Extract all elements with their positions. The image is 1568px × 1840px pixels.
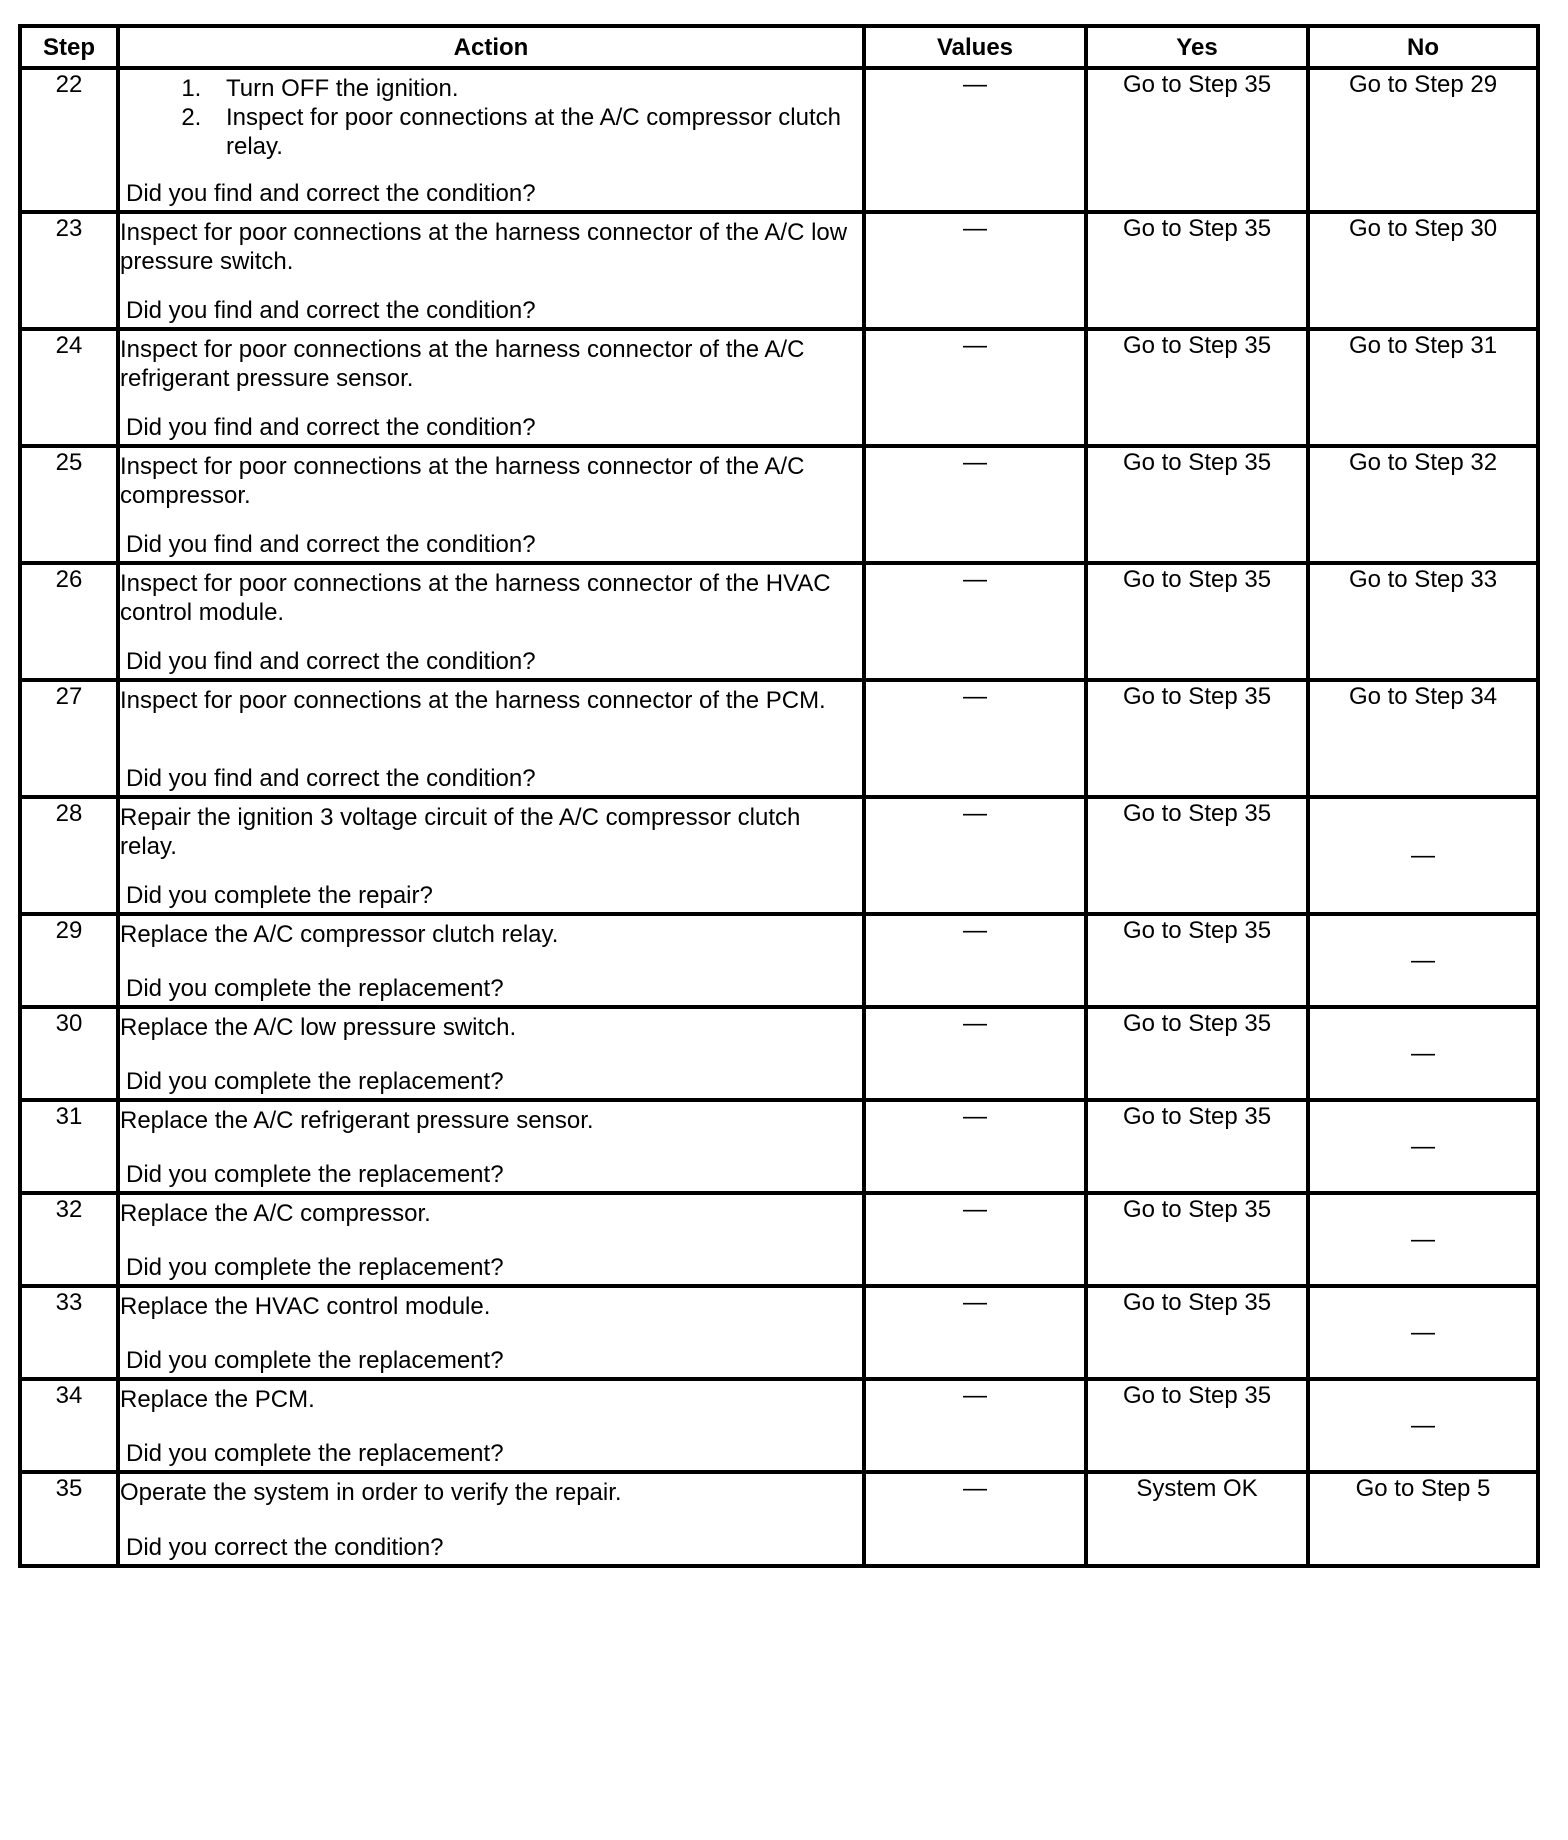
values-cell: — bbox=[864, 446, 1086, 563]
no-cell: Go to Step 31 bbox=[1308, 329, 1538, 446]
step-number: 22 bbox=[20, 68, 118, 212]
action-text: Inspect for poor connections at the harness connector of the HVAC control module. bbox=[120, 570, 831, 626]
table-row bbox=[20, 68, 1538, 212]
table-row bbox=[20, 797, 1538, 914]
yes-cell: Go to Step 35 bbox=[1086, 329, 1308, 446]
action-steps-list bbox=[120, 74, 862, 161]
no-cell: Go to Step 32 bbox=[1308, 446, 1538, 563]
action-cell bbox=[118, 1286, 864, 1379]
action-question: Did you complete the replacement? bbox=[126, 1440, 504, 1467]
no-cell: Go to Step 30 bbox=[1308, 212, 1538, 329]
action-question: Did you complete the replacement? bbox=[126, 975, 504, 1002]
action-cell bbox=[118, 563, 864, 680]
action-text: Replace the HVAC control module. bbox=[120, 1293, 491, 1320]
step-number: 30 bbox=[20, 1007, 118, 1100]
action-text: Inspect for poor connections at the harness connector of the A/C refrigerant pressure sensor. bbox=[120, 336, 805, 392]
yes-cell: Go to Step 35 bbox=[1086, 1379, 1308, 1472]
values-cell: — bbox=[864, 563, 1086, 680]
values-cell: — bbox=[864, 797, 1086, 914]
table-row bbox=[20, 1379, 1538, 1472]
values-cell: — bbox=[864, 212, 1086, 329]
no-cell: — bbox=[1308, 1193, 1538, 1286]
action-question: Did you complete the replacement? bbox=[126, 1068, 504, 1095]
action-cell bbox=[118, 797, 864, 914]
table-row bbox=[20, 1100, 1538, 1193]
yes-cell: Go to Step 35 bbox=[1086, 563, 1308, 680]
action-cell bbox=[118, 68, 864, 212]
table-row bbox=[20, 212, 1538, 329]
step-number: 33 bbox=[20, 1286, 118, 1379]
action-text: Operate the system in order to verify the repair. bbox=[120, 1479, 622, 1506]
action-question: Did you complete the replacement? bbox=[126, 1254, 504, 1281]
table-row bbox=[20, 1193, 1538, 1286]
step-number: 34 bbox=[20, 1379, 118, 1472]
action-cell bbox=[118, 1193, 864, 1286]
table-row bbox=[20, 1286, 1538, 1379]
yes-cell: Go to Step 35 bbox=[1086, 1007, 1308, 1100]
action-cell bbox=[118, 680, 864, 797]
action-cell bbox=[118, 1007, 864, 1100]
action-question: Did you complete the replacement? bbox=[126, 1161, 504, 1188]
values-cell: — bbox=[864, 1100, 1086, 1193]
header-values: Values bbox=[864, 26, 1086, 68]
action-text: Inspect for poor connections at the harness connector of the A/C compressor. bbox=[120, 453, 805, 509]
action-step-item: 2. Inspect for poor connections at the A/C compressor clutch relay. bbox=[208, 103, 862, 161]
action-text: Replace the A/C low pressure switch. bbox=[120, 1014, 517, 1041]
header-step: Step bbox=[20, 26, 118, 68]
step-number: 26 bbox=[20, 563, 118, 680]
step-number: 29 bbox=[20, 914, 118, 1007]
action-cell bbox=[118, 1379, 864, 1472]
table-row bbox=[20, 914, 1538, 1007]
no-cell: Go to Step 29 bbox=[1308, 68, 1538, 212]
action-question: Did you find and correct the condition? bbox=[126, 297, 536, 324]
header-no: No bbox=[1308, 26, 1538, 68]
step-number: 24 bbox=[20, 329, 118, 446]
action-question: Did you find and correct the condition? bbox=[126, 765, 536, 792]
header-yes: Yes bbox=[1086, 26, 1308, 68]
action-text: Repair the ignition 3 voltage circuit of the A/C compressor clutch relay. bbox=[120, 804, 801, 860]
action-text bbox=[120, 70, 862, 161]
yes-cell: Go to Step 35 bbox=[1086, 797, 1308, 914]
action-text: Inspect for poor connections at the harness connector of the A/C low pressure switch. bbox=[120, 219, 848, 275]
yes-cell: Go to Step 35 bbox=[1086, 68, 1308, 212]
action-cell bbox=[118, 329, 864, 446]
action-question: Did you correct the condition? bbox=[126, 1534, 444, 1561]
no-cell: — bbox=[1308, 914, 1538, 1007]
values-cell: — bbox=[864, 1472, 1086, 1566]
values-cell: — bbox=[864, 914, 1086, 1007]
table-row bbox=[20, 446, 1538, 563]
action-question: Did you find and correct the condition? bbox=[126, 531, 536, 558]
action-text: Replace the A/C compressor. bbox=[120, 1200, 431, 1227]
step-number: 28 bbox=[20, 797, 118, 914]
yes-cell: System OK bbox=[1086, 1472, 1308, 1566]
values-cell: — bbox=[864, 1286, 1086, 1379]
action-cell bbox=[118, 212, 864, 329]
table-row bbox=[20, 329, 1538, 446]
values-cell: — bbox=[864, 329, 1086, 446]
step-number: 25 bbox=[20, 446, 118, 563]
values-cell: — bbox=[864, 1193, 1086, 1286]
action-cell bbox=[118, 914, 864, 1007]
header-row bbox=[20, 26, 1538, 68]
yes-cell: Go to Step 35 bbox=[1086, 1193, 1308, 1286]
action-text: Replace the A/C refrigerant pressure sensor. bbox=[120, 1107, 594, 1134]
table-row bbox=[20, 680, 1538, 797]
action-question: Did you find and correct the condition? bbox=[126, 180, 536, 207]
values-cell: — bbox=[864, 680, 1086, 797]
table-row bbox=[20, 1007, 1538, 1100]
action-question: Did you find and correct the condition? bbox=[126, 648, 536, 675]
action-question: Did you complete the replacement? bbox=[126, 1347, 504, 1374]
action-cell bbox=[118, 446, 864, 563]
no-cell: — bbox=[1308, 1007, 1538, 1100]
step-number: 27 bbox=[20, 680, 118, 797]
procedure-table bbox=[18, 24, 1540, 1568]
no-cell: — bbox=[1308, 797, 1538, 914]
header-action: Action bbox=[118, 26, 864, 68]
action-cell bbox=[118, 1100, 864, 1193]
action-text: Replace the PCM. bbox=[120, 1386, 315, 1413]
yes-cell: Go to Step 35 bbox=[1086, 680, 1308, 797]
yes-cell: Go to Step 35 bbox=[1086, 446, 1308, 563]
action-cell bbox=[118, 1472, 864, 1566]
table-row bbox=[20, 563, 1538, 680]
no-cell: — bbox=[1308, 1286, 1538, 1379]
action-step-item: 1. Turn OFF the ignition. bbox=[208, 74, 862, 103]
no-cell: — bbox=[1308, 1100, 1538, 1193]
yes-cell: Go to Step 35 bbox=[1086, 914, 1308, 1007]
table-row bbox=[20, 1472, 1538, 1566]
no-cell: Go to Step 34 bbox=[1308, 680, 1538, 797]
values-cell: — bbox=[864, 1379, 1086, 1472]
values-cell: — bbox=[864, 68, 1086, 212]
values-cell: — bbox=[864, 1007, 1086, 1100]
yes-cell: Go to Step 35 bbox=[1086, 1286, 1308, 1379]
step-number: 31 bbox=[20, 1100, 118, 1193]
yes-cell: Go to Step 35 bbox=[1086, 1100, 1308, 1193]
step-number: 32 bbox=[20, 1193, 118, 1286]
yes-cell: Go to Step 35 bbox=[1086, 212, 1308, 329]
no-cell: Go to Step 33 bbox=[1308, 563, 1538, 680]
no-cell: — bbox=[1308, 1379, 1538, 1472]
action-text: Inspect for poor connections at the harness connector of the PCM. bbox=[120, 687, 826, 714]
step-number: 35 bbox=[20, 1472, 118, 1566]
action-question: Did you complete the repair? bbox=[126, 882, 433, 909]
action-text: Replace the A/C compressor clutch relay. bbox=[120, 921, 559, 948]
step-number: 23 bbox=[20, 212, 118, 329]
no-cell: Go to Step 5 bbox=[1308, 1472, 1538, 1566]
action-question: Did you find and correct the condition? bbox=[126, 414, 536, 441]
